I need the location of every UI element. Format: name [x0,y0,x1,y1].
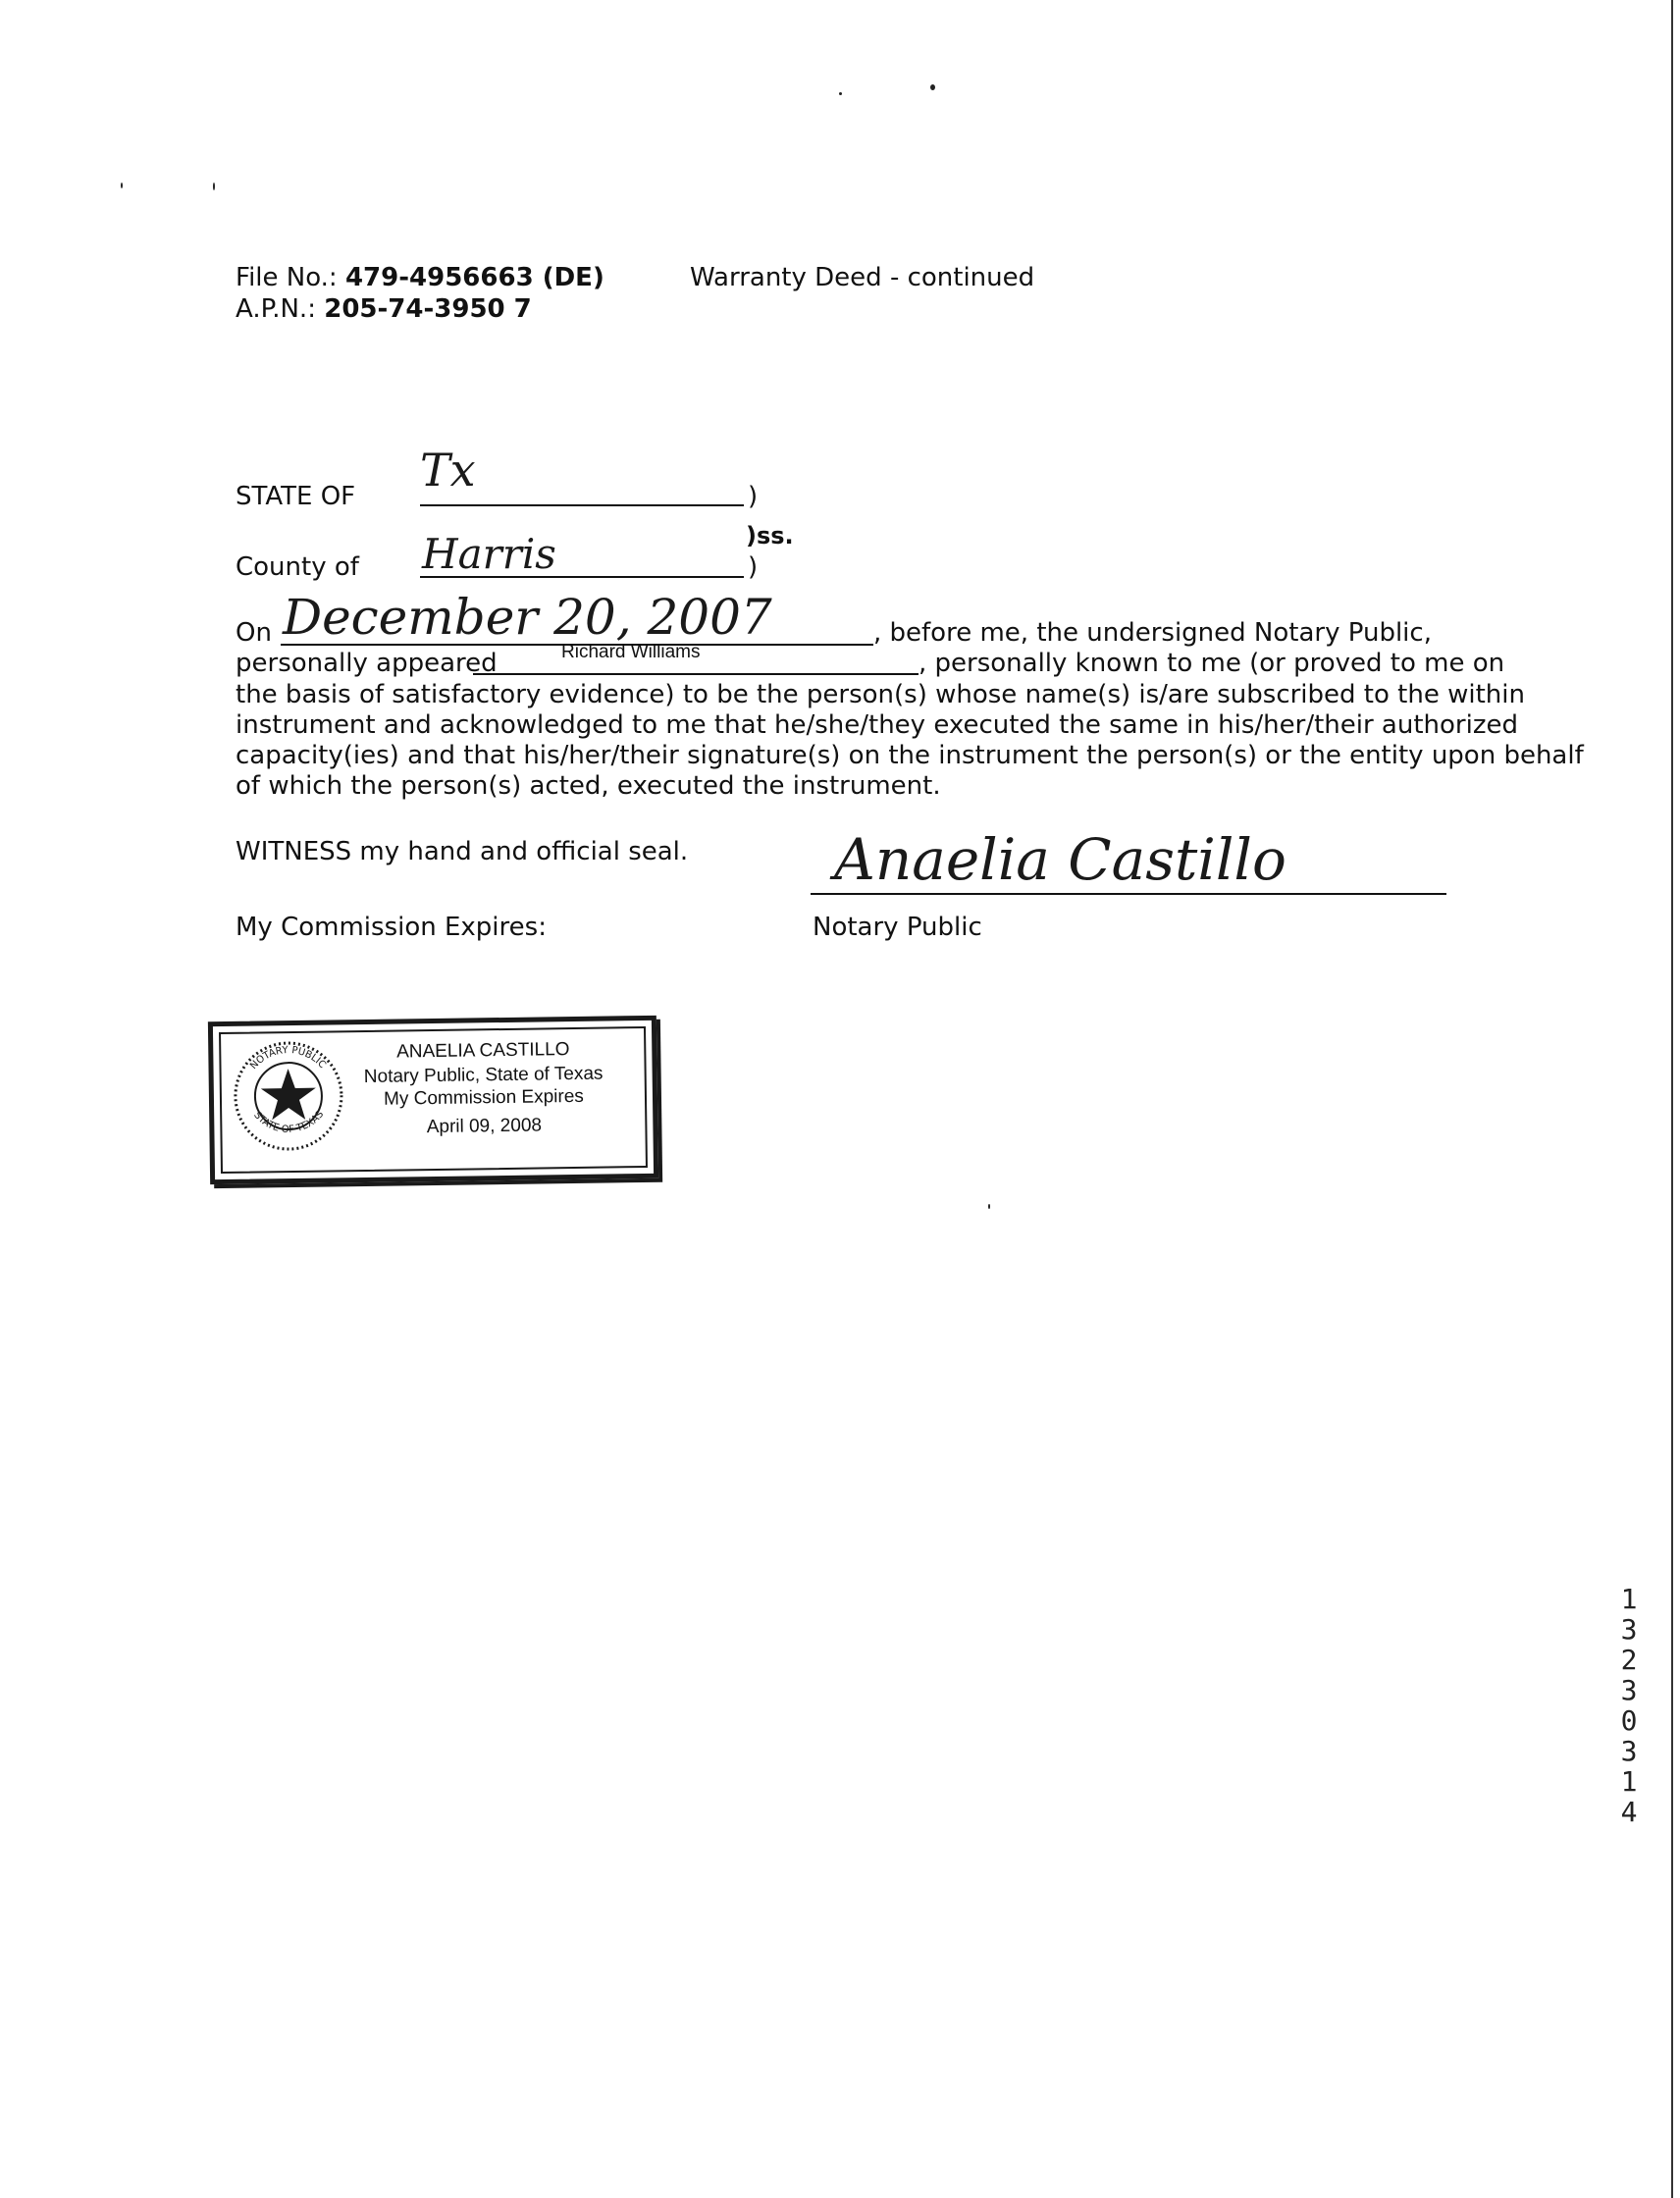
state-value-handwritten: Tx [420,444,476,497]
notary-public-label: Notary Public [813,913,982,942]
appeared-label: personally appeared [236,649,498,678]
notary-stamp [208,1016,658,1184]
county-value-handwritten: Harris [422,530,556,578]
paragraph-line: instrument and acknowledged to me that he/she/they executed the same in his/her/their authorized [236,710,1518,740]
seal-top-text: NOTARY PUBLIC [248,1044,328,1073]
apn-number [236,294,532,324]
signature-line [811,893,1446,895]
apn-label: A.P.N.: [236,294,316,324]
svg-text:STATE OF TEXAS [251,1109,326,1135]
known-text: , personally known to me (or proved to me on [919,649,1505,678]
paragraph-line: the basis of satisfactory evidence) to be the person(s) whose name(s) is/are subscribed to the within [236,680,1525,709]
scan-speck [121,183,123,188]
file-number-label: File No.: [236,263,338,292]
scan-speck [988,1204,990,1209]
ss-mark: )ss. [746,522,794,550]
document-title: Warranty Deed - continued [690,263,1035,292]
commission-expires-label: My Commission Expires: [236,913,547,942]
appeared-blank-line [473,673,919,675]
apn-value: 205-74-3950 7 [324,294,532,324]
appeared-person-name: Richard Williams [561,642,701,662]
county-paren: ) [748,552,759,582]
recording-margin-number: 1323 0314 [1620,1583,1638,1828]
county-label: County of [236,552,359,582]
stamp-line-2: My Commission Expires [383,1085,584,1110]
paragraph-line: capacity(ies) and that his/her/their signature(s) on the instrument the person(s) or the entity upon behalf [236,741,1584,770]
stamp-name: ANAELIA CASTILLO [395,1039,570,1063]
svg-text:NOTARY PUBLIC [248,1044,328,1072]
acknowledgment-paragraph [236,680,1584,802]
scan-speck [930,84,935,90]
scan-edge [1671,0,1673,2198]
scan-speck [213,183,215,190]
date-handwritten: December 20, 2007 [283,589,772,646]
before-me-text: , before me, the undersigned Notary Public, [873,618,1432,648]
stamp-expiry: April 09, 2008 [426,1115,543,1138]
witness-text: WITNESS my hand and official seal. [236,837,689,866]
on-label: On [236,618,272,648]
file-number [236,263,604,292]
file-number-value: 479-4956663 (DE) [344,263,604,292]
state-label: STATE OF [236,482,356,511]
notary-signature: Anaelia Castillo [834,826,1286,893]
county-blank-line [420,576,744,578]
state-blank-line [420,504,744,506]
stamp-line-1: Notary Public, State of Texas [363,1063,604,1087]
paragraph-line: of which the person(s) acted, executed the instrument. [236,771,941,801]
state-paren: ) [748,482,759,511]
seal-bottom-text: STATE OF TEXAS [251,1109,327,1136]
notary-seal-star-icon [231,1038,346,1154]
scan-speck [839,92,842,95]
